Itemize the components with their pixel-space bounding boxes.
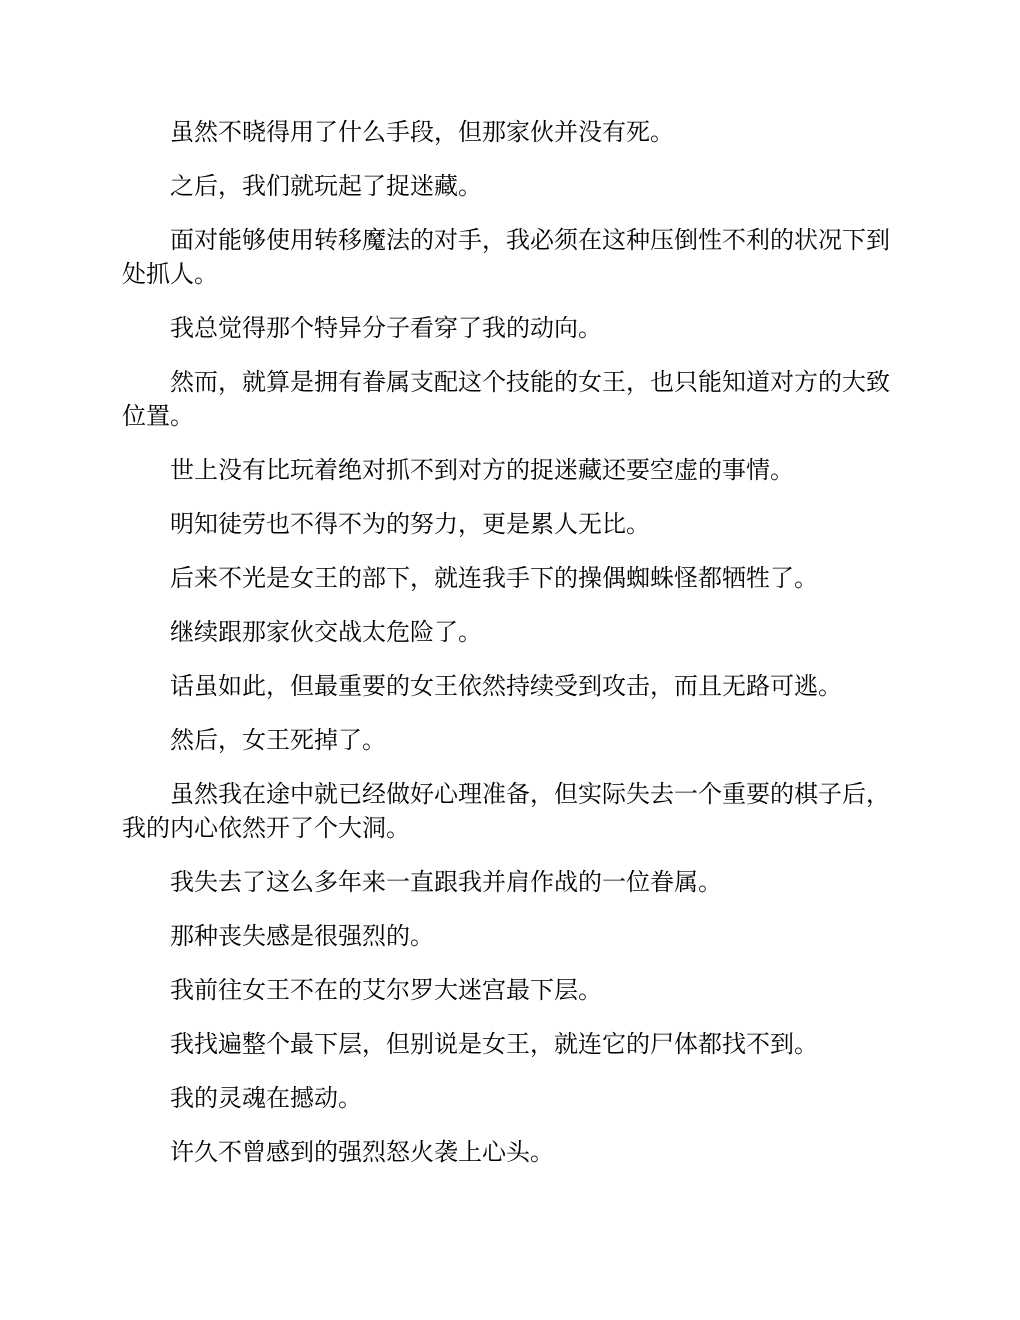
paragraph: 虽然我在途中就已经做好心理准备，但实际失去一个重要的棋子后，我的内心依然开了个大洞。	[122, 780, 890, 842]
body-text	[122, 115, 902, 1189]
paragraph: 世上没有比玩着绝对抓不到对方的捉迷藏还要空虚的事情。	[170, 456, 794, 484]
paragraph: 我失去了这么多年来一直跟我并肩作战的一位眷属。	[170, 868, 722, 896]
paragraph: 之后，我们就玩起了捉迷藏。	[170, 172, 482, 200]
paragraph: 然后，女王死掉了。	[170, 726, 386, 754]
paragraph: 我总觉得那个特异分子看穿了我的动向。	[170, 314, 602, 342]
paragraph: 那种丧失感是很强烈的。	[170, 922, 434, 950]
paragraph: 后来不光是女王的部下，就连我手下的操偶蜘蛛怪都牺牲了。	[170, 564, 818, 592]
paragraph: 话虽如此，但最重要的女王依然持续受到攻击，而且无路可逃。	[170, 672, 842, 700]
paragraph: 我的灵魂在撼动。	[170, 1084, 362, 1112]
paragraph: 然而，就算是拥有眷属支配这个技能的女王，也只能知道对方的大致位置。	[122, 368, 890, 430]
paragraph: 面对能够使用转移魔法的对手，我必须在这种压倒性不利的状况下到处抓人。	[122, 226, 890, 288]
paragraph: 虽然不晓得用了什么手段，但那家伙并没有死。	[170, 118, 674, 146]
paragraph: 许久不曾感到的强烈怒火袭上心头。	[170, 1138, 554, 1166]
paragraph: 继续跟那家伙交战太危险了。	[170, 618, 482, 646]
paragraph: 我前往女王不在的艾尔罗大迷宫最下层。	[170, 976, 602, 1004]
paragraph: 我找遍整个最下层，但别说是女王，就连它的尸体都找不到。	[170, 1030, 818, 1058]
paragraph: 明知徒劳也不得不为的努力，更是累人无比。	[170, 510, 650, 538]
